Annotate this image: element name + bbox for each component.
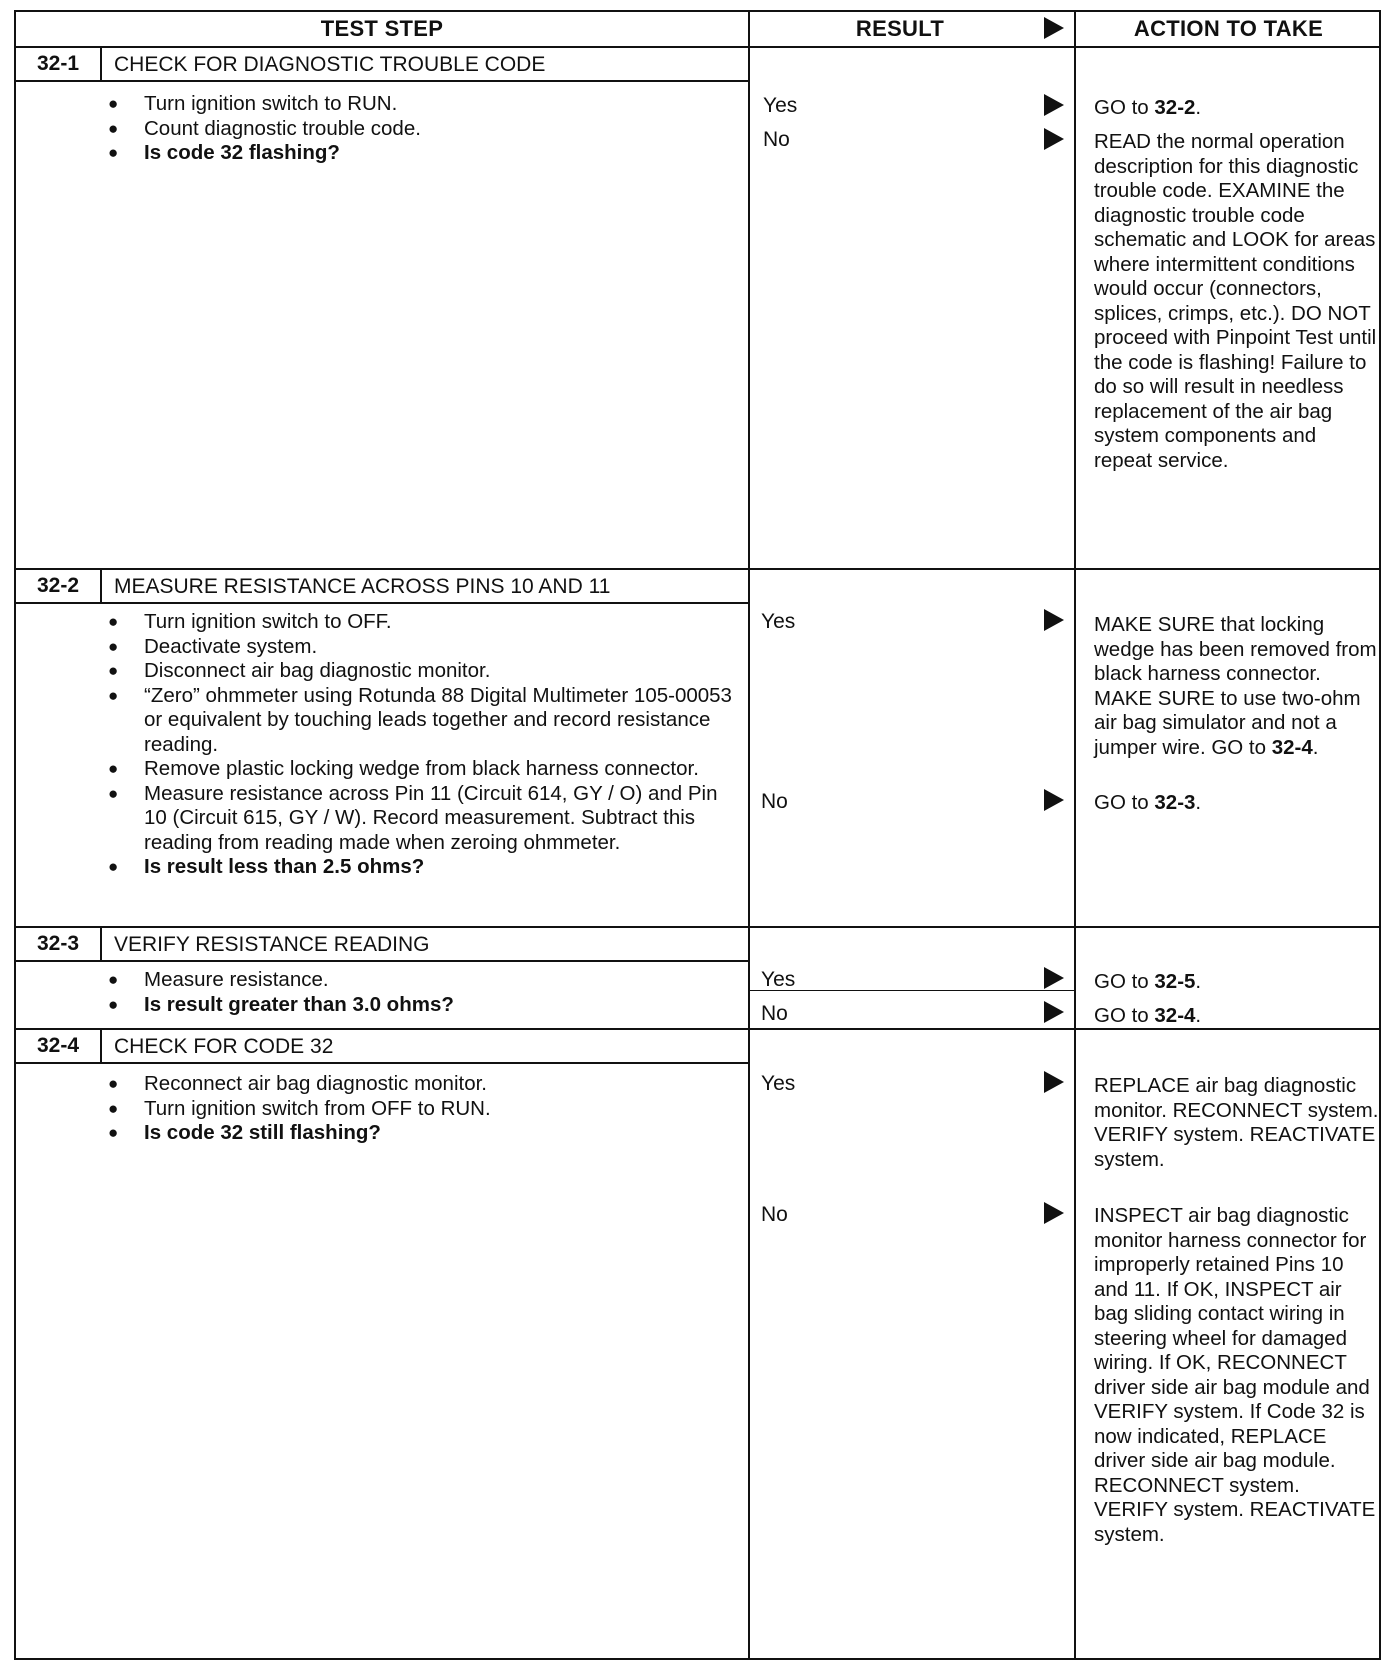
bullet-item: ● Turn ignition switch to OFF. <box>102 610 742 635</box>
diagnostic-test-table <box>14 10 1381 1660</box>
action-text: INSPECT air bag diagnostic monitor harness connector for improperly retained Pins 10 and 11. If OK, INSPECT air bag sliding contact wiring in steering wheel for damaged wiring. If OK, RECONNECT driver side air bag module and VERIFY system. If Code 32 is now indicated, REPLACE driver side air bag module. RECONNECT system. VERIFY system. REACTIVATE system. <box>1094 1204 1376 1546</box>
step-id-divider <box>100 46 102 80</box>
step-title-divider <box>16 1062 748 1064</box>
result-no: No <box>761 1002 788 1025</box>
header-result: RESULT <box>855 16 945 41</box>
result-no: No <box>761 790 788 813</box>
result-yes: Yes <box>761 968 796 991</box>
step-id: 32-2 <box>36 574 80 597</box>
bullet-item: ● Remove plastic locking wedge from black harness connector. <box>102 757 742 782</box>
result-no: No <box>761 1203 788 1226</box>
result-yes: Yes <box>761 610 796 633</box>
step-id-divider <box>100 1028 102 1062</box>
step-bullets <box>102 968 742 1017</box>
step-divider <box>16 1028 1379 1030</box>
result-arrow-icon <box>1044 967 1064 989</box>
step-id-divider <box>100 926 102 960</box>
result-arrow-icon <box>1044 1071 1064 1093</box>
step-title: MEASURE RESISTANCE ACROSS PINS 10 AND 11 <box>114 575 611 598</box>
result-yes: Yes <box>761 1072 796 1095</box>
step-bullets <box>102 610 742 880</box>
bullet-item: ● Measure resistance across Pin 11 (Circuit 614, GY / O) and Pin 10 (Circuit 615, GY / W). Record measurement. Subtract this reading from reading made when zeroing ohmmeter. <box>102 782 742 856</box>
step-title-divider <box>16 602 748 604</box>
action-text: GO to 32-4. <box>1094 1004 1202 1027</box>
step-title-divider <box>16 960 748 962</box>
action-text: REPLACE air bag diagnostic monitor. RECONNECT system. VERIFY system. REACTIVATE system. <box>1094 1074 1379 1171</box>
action-text: MAKE SURE that locking wedge has been removed from black harness connector. MAKE SURE to use two-ohm air bag simulator and not a jumper wire. GO to 32-4. <box>1094 613 1377 759</box>
bullet-item: ● Reconnect air bag diagnostic monitor. <box>102 1072 742 1097</box>
result-arrow-icon <box>1044 609 1064 631</box>
bullet-item: ● Count diagnostic trouble code. <box>102 117 742 142</box>
step-title: CHECK FOR CODE 32 <box>114 1035 334 1058</box>
step-divider <box>16 926 1379 928</box>
step-divider <box>16 568 1379 570</box>
bullet-item: ● Disconnect air bag diagnostic monitor. <box>102 659 742 684</box>
action-text: READ the normal operation description for this diagnostic trouble code. EXAMINE the diagnostic trouble code schematic and LOOK for areas where intermittent conditions would occur (connectors, splices, crimps, etc.). DO NOT proceed with Pinpoint Test until the code is flashing! Failure to do so will result in needless replacement of the air bag system components and repeat service. <box>1094 130 1377 472</box>
result-no: No <box>763 128 790 151</box>
step-id: 32-1 <box>36 52 80 75</box>
result-arrow-icon <box>1044 94 1064 116</box>
result-arrow-icon <box>1044 1202 1064 1224</box>
bullet-item: ● Turn ignition switch from OFF to RUN. <box>102 1097 742 1122</box>
column-divider-result <box>748 12 750 1658</box>
bullet-item: ● Deactivate system. <box>102 635 742 660</box>
header-divider <box>16 46 1379 48</box>
header-test-step: TEST STEP <box>320 16 444 41</box>
bullet-item: ● Turn ignition switch to RUN. <box>102 92 742 117</box>
result-yes: Yes <box>763 94 798 117</box>
result-arrow-icon <box>1044 789 1064 811</box>
action-text: GO to 32-5. <box>1094 970 1202 993</box>
result-arrow-icon <box>1044 1001 1064 1023</box>
step-bullets <box>102 1072 742 1146</box>
step-title: CHECK FOR DIAGNOSTIC TROUBLE CODE <box>114 53 546 76</box>
step-id: 32-4 <box>36 1034 80 1057</box>
result-arrow-icon <box>1044 128 1064 150</box>
column-divider-action <box>1074 12 1076 1658</box>
action-text: GO to 32-2. <box>1094 96 1202 119</box>
result-divider <box>750 990 1074 991</box>
bullet-item: ● “Zero” ohmmeter using Rotunda 88 Digital Multimeter 105-00053 or equivalent by touching leads together and record resistance reading. <box>102 684 742 758</box>
bullet-item: ● Measure resistance. <box>102 968 742 993</box>
header-arrow-icon <box>1044 17 1064 39</box>
bullet-question: ● Is code 32 flashing? <box>102 141 742 166</box>
step-id: 32-3 <box>36 932 80 955</box>
step-id-divider <box>100 568 102 602</box>
header-action: ACTION TO TAKE <box>1133 16 1324 41</box>
action-text: GO to 32-3. <box>1094 791 1202 814</box>
step-title: VERIFY RESISTANCE READING <box>114 933 430 956</box>
step-bullets <box>102 92 742 166</box>
bullet-question: ● Is result less than 2.5 ohms? <box>102 855 742 880</box>
bullet-question: ● Is result greater than 3.0 ohms? <box>102 993 742 1018</box>
step-title-divider <box>16 80 748 82</box>
bullet-question: ● Is code 32 still flashing? <box>102 1121 742 1146</box>
